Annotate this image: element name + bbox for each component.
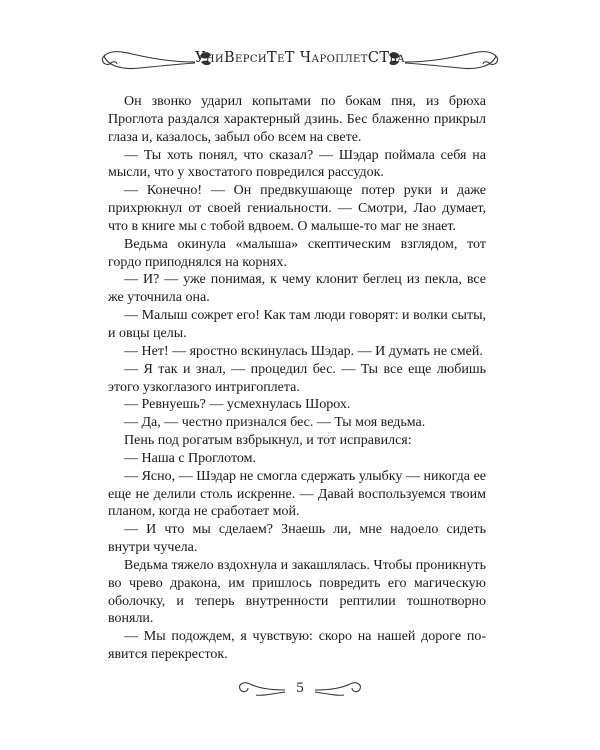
paragraph: — Наша с Проглотом.	[124, 450, 257, 466]
paragraph: Он звонко ударил копытами по бокам пня, из брюха Проглота раздался характерный дзинь. Бес блаженно прикрыл глаза и, казалось, забыл обо всем на свете.	[108, 94, 486, 145]
running-header	[0, 28, 600, 88]
paragraph: — Да, — честно признался бес. — Ты моя ведьма.	[124, 415, 426, 431]
page-footer	[0, 668, 600, 708]
paragraph: — И? — уже понимая, к чему клонит беглец из пекла, все же уточнила она.	[108, 272, 486, 306]
paragraph: — Конечно! — Он предвкушающе потер руки и даже прихрюкнул от своей гениальности. — Смотри, Лао думает, что в книге мы с тобой вдвоем. О малыше-то маг не знает.	[108, 183, 486, 234]
paragraph: Ведьма тяжело вздохнула и закашлялась. Чтобы проникнуть во чрево дракона, им пришлось повредить его магическую оболочку, и теперь внутренности рептилии тошнотворно воняли.	[108, 557, 486, 627]
paragraph: — Нет! — яростно вскинулась Шэдар. — И думать не смей.	[124, 343, 483, 359]
paragraph: — Мы подождем, я чувствую: скоро на нашей дороге появится перекресток.	[108, 629, 486, 663]
header-title: УниВерсиТеТ ЧароплетСТва	[194, 50, 406, 66]
paragraph: — Ты хоть понял, что сказал? — Шэдар поймала себя на мысли, что у хвостатого повредился рассудок.	[108, 147, 486, 181]
paragraph: — Ясно, — Шэдар не смогла сдержать улыбку — никогда ее еще не делили столь искренне. — Давай воспользуемся твоим планом, когда не сработает мой.	[108, 468, 486, 520]
paragraph: — Я так и знал, — процедил бес. — Ты все еще любишь этого узкоглазого интригоплета.	[108, 361, 486, 395]
paragraph: — И что мы сделаем? Знаешь ли, мне надоело сидеть внутри чучела.	[108, 522, 486, 556]
page-number: 5	[296, 680, 304, 696]
paragraph: Пень под рогатым взбрыкнул, и тот исправился:	[124, 433, 412, 449]
paragraph: Ведьма окинула «малыша» скептическим взглядом, тот гордо приподнялся на корнях.	[108, 236, 486, 270]
body-text	[108, 93, 486, 664]
paragraph: — Ревнуешь? — усмехнулась Шорох.	[124, 397, 351, 413]
paragraph: — Малыш сожрет его! Как там люди говорят: и волки сыты, и овцы целы.	[108, 308, 486, 341]
